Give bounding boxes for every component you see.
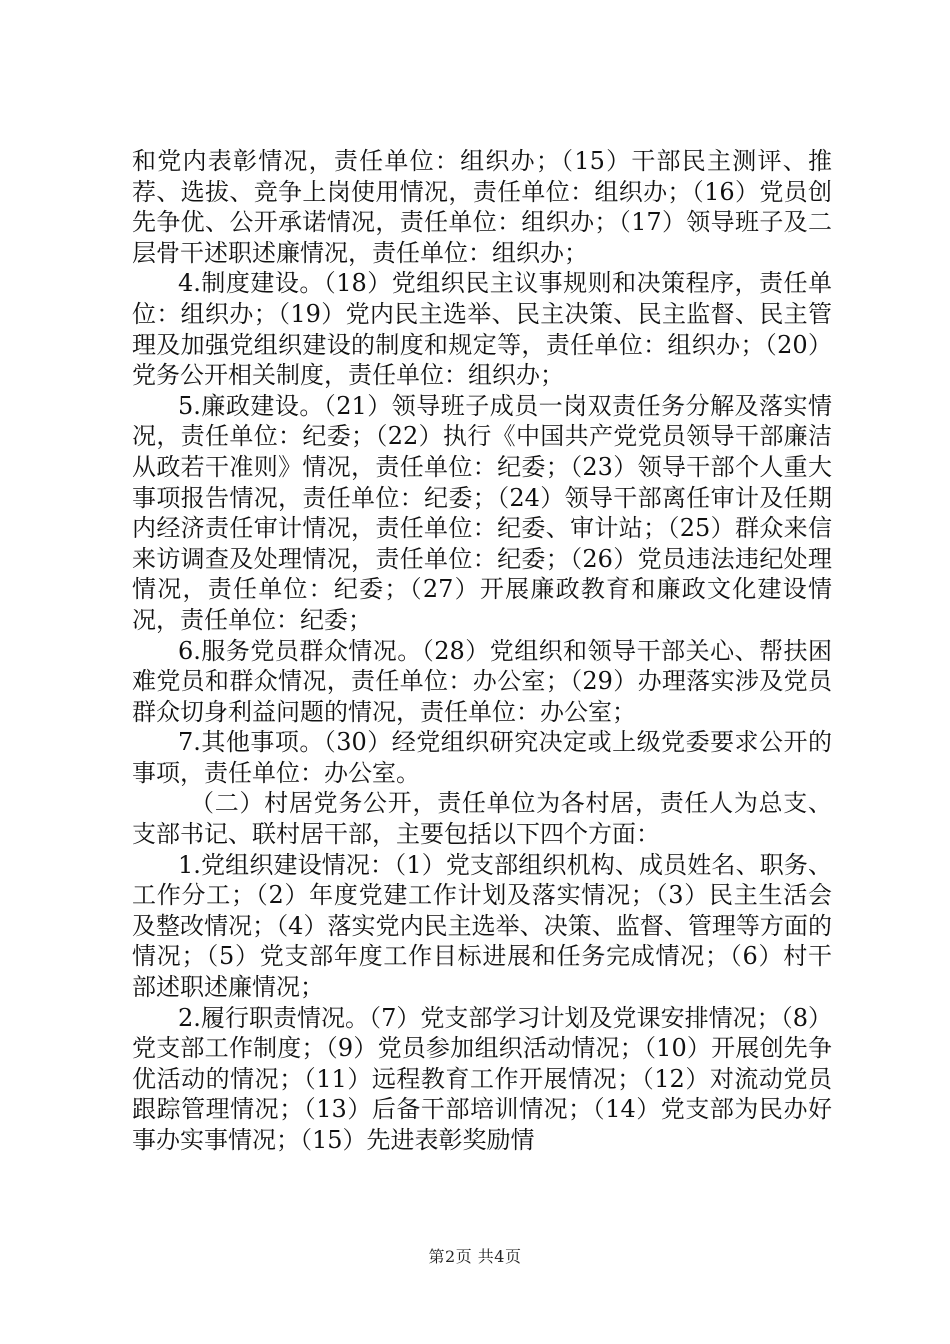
document-body bbox=[132, 146, 832, 1156]
paragraph-integrity-construction: 5.廉政建设。（21）领导班子成员一岗双责任务分解及落实情况，责任单位：纪委；（22）执行《中国共产党党员领导干部廉洁从政若干准则》情况，责任单位：纪委；（23）领导干部个人重大事项报告情况，责任单位：纪委；（24）领导干部离任审计及任期内经济责任审计情况，责任单位：纪委、审计站；（25）群众来信来访调查及处理情况，责任单位：纪委；（26）党员违法违纪处理情况，责任单位：纪委；（27）开展廉政教育和廉政文化建设情况，责任单位：纪委； bbox=[132, 391, 832, 634]
paragraph-org-construction: 1.党组织建设情况：（1）党支部组织机构、成员姓名、职务、工作分工；（2）年度党建工作计划及落实情况；（3）民主生活会及整改情况；（4）落实党内民主选举、决策、监督、管理等方面的情况；（5）党支部年度工作目标进展和任务完成情况；（6）村干部述职述廉情况； bbox=[132, 850, 832, 1002]
paragraph-continuation: 和党内表彰情况，责任单位：组织办；（15）干部民主测评、推荐、选拔、竞争上岗使用情况，责任单位：组织办；（16）党员创先争优、公开承诺情况，责任单位：组织办；（17）领导班子及二层骨干述职述廉情况，责任单位：组织办； bbox=[132, 147, 832, 267]
page-number-footer: 第2页 共4页 bbox=[428, 1247, 522, 1266]
paragraph-system-construction: 4.制度建设。（18）党组织民主议事规则和决策程序，责任单位：组织办；（19）党内民主选举、民主决策、民主监督、民主管理及加强党组织建设的制度和规定等，责任单位：组织办；（20）党务公开相关制度，责任单位：组织办； bbox=[132, 269, 832, 390]
paragraph-duty-performance: 2.履行职责情况。（7）党支部学习计划及党课安排情况；（8）党支部工作制度；（9）党员参加组织活动情况；（10）开展创先争优活动的情况；（11）远程教育工作开展情况；（12）对流动党员跟踪管理情况；（13）后备干部培训情况；（14）党支部为民办好事办实事情况；（15）先进表彰奖励情 bbox=[132, 1003, 832, 1154]
paragraph-village-openness: （二）村居党务公开，责任单位为各村居，责任人为总支、支部书记、联村居干部，主要包括以下四个方面： bbox=[132, 789, 832, 849]
paragraph-other-matters: 7.其他事项。（30）经党组织研究决定或上级党委要求公开的事项，责任单位：办公室。 bbox=[132, 728, 832, 787]
paragraph-serving-members: 6.服务党员群众情况。（28）党组织和领导干部关心、帮扶困难党员和群众情况，责任单位：办公室；（29）办理落实涉及党员群众切身利益问题的情况，责任单位：办公室； bbox=[132, 636, 832, 726]
